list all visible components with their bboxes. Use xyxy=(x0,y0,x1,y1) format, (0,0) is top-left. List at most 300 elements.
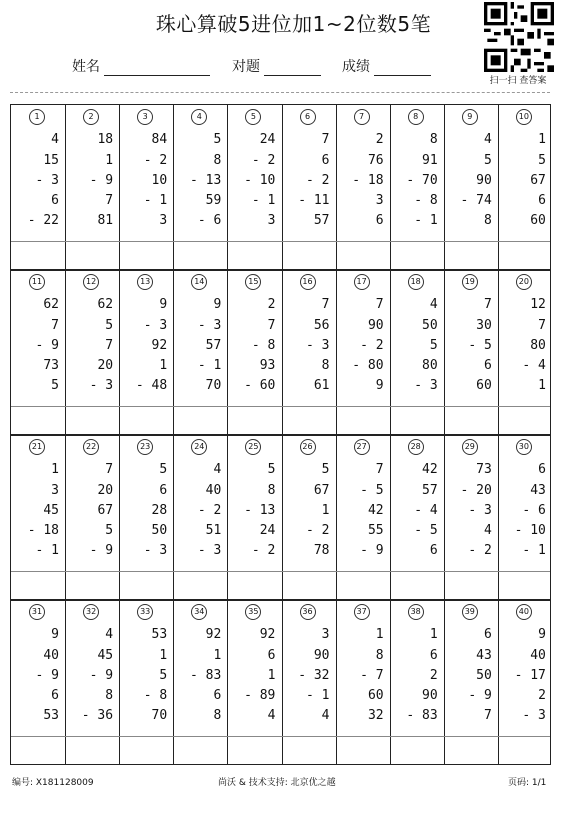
answer-area[interactable] xyxy=(336,572,390,600)
answer-area[interactable] xyxy=(173,572,227,600)
correct-line xyxy=(264,61,321,76)
score-label: 成绩 xyxy=(342,59,370,75)
problem-value: - 89 xyxy=(244,688,276,703)
problem-value: 2 xyxy=(538,688,546,703)
problem-value: - 18 xyxy=(352,173,384,188)
problem-number: 16 xyxy=(300,274,316,290)
problem-value: 24 xyxy=(259,132,276,147)
answer-area[interactable] xyxy=(65,407,119,435)
answer-area[interactable] xyxy=(11,737,65,765)
problem-value: 73 xyxy=(43,358,59,373)
answer-area[interactable] xyxy=(119,572,173,600)
problem-number: 38 xyxy=(408,604,424,620)
problem-cell xyxy=(498,270,552,435)
problem-value: - 11 xyxy=(298,193,330,208)
problem-value: - 2 xyxy=(306,523,330,538)
problem-value: 8 xyxy=(429,132,438,147)
problem-value: 20 xyxy=(97,358,114,373)
problem-number: 31 xyxy=(29,604,45,620)
problem-value: - 8 xyxy=(251,338,276,353)
footer-page: 页码: 1/1 xyxy=(508,778,547,788)
problem-cell xyxy=(390,270,444,435)
problem-value: 42 xyxy=(367,503,384,518)
answer-area[interactable] xyxy=(336,242,390,270)
problem-value: 81 xyxy=(97,213,114,228)
problem-number: 37 xyxy=(354,604,370,620)
problem-cell xyxy=(11,270,65,435)
problem-value: 5 xyxy=(213,132,222,147)
problem-value: - 1 xyxy=(35,543,59,558)
answer-area[interactable] xyxy=(227,737,281,765)
problem-number: 24 xyxy=(191,439,207,455)
problem-value: 5 xyxy=(105,523,114,538)
problem-value: 92 xyxy=(205,627,222,642)
problem-value: - 3 xyxy=(468,503,492,518)
problem-number: 40 xyxy=(516,604,532,620)
problem-value: - 2 xyxy=(468,543,492,558)
answer-area[interactable] xyxy=(227,242,281,270)
qr-code-icon xyxy=(484,2,554,72)
problem-value: 70 xyxy=(205,378,222,393)
problem-cell xyxy=(173,105,227,270)
problem-value: 43 xyxy=(530,483,546,498)
problem-value: 10 xyxy=(151,173,168,188)
problem-cell xyxy=(227,600,281,765)
problem-cell xyxy=(119,105,173,270)
answer-area[interactable] xyxy=(65,572,119,600)
problem-value: 8 xyxy=(483,213,492,228)
answer-area[interactable] xyxy=(11,572,65,600)
problem-value: - 9 xyxy=(468,688,492,703)
problem-cell xyxy=(336,270,390,435)
problem-value: - 83 xyxy=(406,708,438,723)
answer-area[interactable] xyxy=(390,737,444,765)
problem-value: - 1 xyxy=(306,688,330,703)
problem-cell xyxy=(498,600,552,765)
problem-value: 5 xyxy=(159,668,168,683)
problem-cell xyxy=(498,105,552,270)
problem-value: 60 xyxy=(530,213,546,228)
name-line xyxy=(104,61,210,76)
problem-value: 45 xyxy=(43,503,59,518)
problem-value: - 83 xyxy=(189,668,222,683)
problem-value: 90 xyxy=(476,173,492,188)
problem-number: 25 xyxy=(245,439,261,455)
problem-value: 6 xyxy=(375,213,384,228)
problem-cell xyxy=(390,600,444,765)
problem-value: - 6 xyxy=(522,503,546,518)
problem-value: 2 xyxy=(375,132,384,147)
answer-area[interactable] xyxy=(336,737,390,765)
problem-value: - 70 xyxy=(406,173,438,188)
problem-value: - 18 xyxy=(27,523,59,538)
problem-value: 40 xyxy=(530,648,546,663)
problem-cell xyxy=(119,435,173,600)
problem-value: - 3 xyxy=(197,318,222,333)
problem-value: 43 xyxy=(476,648,492,663)
problem-value: 3 xyxy=(159,213,168,228)
problem-value: 8 xyxy=(213,708,222,723)
problem-cell xyxy=(336,105,390,270)
problem-value: - 8 xyxy=(143,688,168,703)
answer-area[interactable] xyxy=(390,407,444,435)
answer-area[interactable] xyxy=(282,407,336,435)
problem-value: - 6 xyxy=(197,213,222,228)
problem-value: 61 xyxy=(313,378,330,393)
problem-value: 6 xyxy=(267,648,276,663)
problem-value: - 2 xyxy=(143,153,168,168)
problem-cell xyxy=(227,105,281,270)
problem-value: 57 xyxy=(422,483,438,498)
answer-area[interactable] xyxy=(173,242,227,270)
problem-value: 92 xyxy=(259,627,276,642)
problem-number: 35 xyxy=(245,604,261,620)
problem-cell xyxy=(390,435,444,600)
problem-value: - 5 xyxy=(468,338,492,353)
problem-value: 76 xyxy=(367,153,384,168)
footer-support: 尚沃 & 技术支持: 北京优之越 xyxy=(218,778,336,788)
problem-value: - 2 xyxy=(197,503,222,518)
problem-value: 8 xyxy=(267,483,276,498)
problem-value: 30 xyxy=(476,318,492,333)
problem-value: - 1 xyxy=(251,193,276,208)
problem-value: 5 xyxy=(321,462,330,477)
answer-area[interactable] xyxy=(11,242,65,270)
problem-number: 32 xyxy=(83,604,99,620)
problem-cell xyxy=(65,600,119,765)
answer-area[interactable] xyxy=(282,737,336,765)
problem-value: - 2 xyxy=(251,153,276,168)
problem-value: 6 xyxy=(51,193,59,208)
problem-cell xyxy=(173,600,227,765)
name-field[interactable] xyxy=(72,56,210,76)
problem-value: - 3 xyxy=(522,708,546,723)
score-line xyxy=(374,61,431,76)
problem-value: 4 xyxy=(51,132,59,147)
problem-value: - 5 xyxy=(414,523,438,538)
problem-value: 8 xyxy=(213,153,222,168)
problem-value: - 9 xyxy=(89,543,114,558)
problem-cell xyxy=(227,435,281,600)
answer-area[interactable] xyxy=(119,737,173,765)
problem-value: 57 xyxy=(205,338,222,353)
problem-value: 8 xyxy=(321,358,330,373)
problem-value: 1 xyxy=(213,648,222,663)
problem-value: 4 xyxy=(213,462,222,477)
problem-number: 23 xyxy=(137,439,153,455)
problem-value: 1 xyxy=(429,627,438,642)
problem-value: 9 xyxy=(375,378,384,393)
problem-value: 7 xyxy=(105,338,114,353)
problem-value: 9 xyxy=(213,297,222,312)
problem-value: - 48 xyxy=(135,378,168,393)
problem-value: 4 xyxy=(483,132,492,147)
problem-cell xyxy=(390,105,444,270)
problem-cell xyxy=(336,435,390,600)
answer-area[interactable] xyxy=(498,737,552,765)
answer-area[interactable] xyxy=(282,242,336,270)
problem-value: 5 xyxy=(483,153,492,168)
problem-cell xyxy=(65,105,119,270)
page-title: 珠心算破5进位加1~2位数5笔 xyxy=(155,12,432,36)
problem-value: 1 xyxy=(159,648,168,663)
problem-value: - 1 xyxy=(522,543,546,558)
problem-value: - 1 xyxy=(197,358,222,373)
footer-code: 编号: X181128009 xyxy=(12,778,94,788)
problem-value: - 22 xyxy=(27,213,59,228)
answer-area[interactable] xyxy=(390,572,444,600)
problem-value: 7 xyxy=(375,297,384,312)
problem-value: 6 xyxy=(213,688,222,703)
problem-value: - 13 xyxy=(189,173,222,188)
problem-value: 18 xyxy=(97,132,114,147)
problem-value: 5 xyxy=(159,462,168,477)
problem-value: 1 xyxy=(538,132,546,147)
problem-number: 8 xyxy=(408,109,424,125)
problem-value: 40 xyxy=(43,648,59,663)
problem-value: - 1 xyxy=(143,193,168,208)
name-label: 姓名 xyxy=(72,59,100,75)
answer-area[interactable] xyxy=(444,572,498,600)
problem-value: - 10 xyxy=(514,523,546,538)
problem-value: 8 xyxy=(375,648,384,663)
problem-value: - 9 xyxy=(35,338,59,353)
problem-value: 53 xyxy=(43,708,59,723)
problem-number: 27 xyxy=(354,439,370,455)
problem-value: 91 xyxy=(422,153,438,168)
problem-value: 6 xyxy=(51,688,59,703)
problem-cell xyxy=(282,105,336,270)
problem-value: 50 xyxy=(422,318,438,333)
problem-value: 1 xyxy=(51,462,59,477)
answer-area[interactable] xyxy=(65,737,119,765)
problem-value: 92 xyxy=(151,338,168,353)
problem-value: 1 xyxy=(538,378,546,393)
answer-area[interactable] xyxy=(65,242,119,270)
answer-area[interactable] xyxy=(498,572,552,600)
problem-cell xyxy=(11,435,65,600)
problem-value: - 74 xyxy=(460,193,492,208)
problem-value: 24 xyxy=(259,523,276,538)
problem-number: 2 xyxy=(83,109,99,125)
problem-value: 3 xyxy=(375,193,384,208)
problem-value: 20 xyxy=(97,483,114,498)
answer-area[interactable] xyxy=(282,572,336,600)
problem-value: - 2 xyxy=(251,543,276,558)
correct-label: 对题 xyxy=(232,59,260,75)
problem-value: 60 xyxy=(476,378,492,393)
problem-cell xyxy=(282,270,336,435)
problem-value: 9 xyxy=(538,627,546,642)
problem-value: 6 xyxy=(429,543,438,558)
problem-number: 12 xyxy=(83,274,99,290)
problem-value: 1 xyxy=(267,668,276,683)
problem-value: 4 xyxy=(429,297,438,312)
answer-area[interactable] xyxy=(444,737,498,765)
problem-cell xyxy=(498,435,552,600)
score-field[interactable] xyxy=(342,56,431,76)
problem-number: 28 xyxy=(408,439,424,455)
problem-value: - 2 xyxy=(306,173,330,188)
problem-number: 39 xyxy=(462,604,478,620)
problem-value: 4 xyxy=(105,627,114,642)
problem-cell xyxy=(444,270,498,435)
problem-value: 90 xyxy=(313,648,330,663)
answer-area[interactable] xyxy=(444,242,498,270)
problem-value: - 80 xyxy=(352,358,384,373)
problem-value: - 3 xyxy=(197,543,222,558)
problem-value: 7 xyxy=(538,318,546,333)
problem-value: - 8 xyxy=(414,193,438,208)
problem-value: 7 xyxy=(321,132,330,147)
problem-value: 7 xyxy=(321,297,330,312)
problem-number: 34 xyxy=(191,604,207,620)
problem-value: 67 xyxy=(530,173,546,188)
problem-value: - 4 xyxy=(414,503,438,518)
problem-number: 18 xyxy=(408,274,424,290)
problem-value: 3 xyxy=(321,627,330,642)
problem-cell xyxy=(65,270,119,435)
problem-value: 12 xyxy=(530,297,546,312)
answer-area[interactable] xyxy=(227,407,281,435)
problem-value: 70 xyxy=(151,708,168,723)
problem-value: 45 xyxy=(97,648,114,663)
problem-number: 14 xyxy=(191,274,207,290)
problem-cell xyxy=(227,270,281,435)
problem-value: - 60 xyxy=(244,378,276,393)
problem-value: - 3 xyxy=(414,378,438,393)
problem-value: 7 xyxy=(105,193,114,208)
problem-value: - 9 xyxy=(89,173,114,188)
answer-area[interactable] xyxy=(11,407,65,435)
problem-value: 5 xyxy=(267,462,276,477)
answer-area[interactable] xyxy=(444,407,498,435)
problem-value: 90 xyxy=(367,318,384,333)
problem-value: 1 xyxy=(375,627,384,642)
problem-number: 6 xyxy=(300,109,316,125)
problem-value: 1 xyxy=(105,153,114,168)
problem-number: 13 xyxy=(137,274,153,290)
problem-value: - 9 xyxy=(89,668,114,683)
problem-value: 8 xyxy=(105,688,114,703)
problem-value: 5 xyxy=(538,153,546,168)
problem-value: 80 xyxy=(530,338,546,353)
problem-value: 40 xyxy=(205,483,222,498)
problem-value: 51 xyxy=(205,523,222,538)
problem-value: 42 xyxy=(422,462,438,477)
problem-cell xyxy=(173,435,227,600)
problem-value: 53 xyxy=(151,627,168,642)
problem-value: 84 xyxy=(151,132,168,147)
problem-number: 29 xyxy=(462,439,478,455)
problem-value: 73 xyxy=(476,462,492,477)
problem-value: - 4 xyxy=(522,358,546,373)
problem-number: 1 xyxy=(29,109,45,125)
problem-value: 7 xyxy=(105,462,114,477)
problem-value: - 17 xyxy=(514,668,546,683)
problem-value: 7 xyxy=(267,318,276,333)
problem-value: 6 xyxy=(429,648,438,663)
problem-value: 59 xyxy=(205,193,222,208)
problem-cell xyxy=(11,600,65,765)
problem-number: 15 xyxy=(245,274,261,290)
problem-value: 80 xyxy=(422,358,438,373)
problem-value: - 2 xyxy=(360,338,384,353)
correct-field[interactable] xyxy=(232,56,321,76)
answer-area[interactable] xyxy=(119,407,173,435)
problem-value: 5 xyxy=(429,338,438,353)
problem-value: 6 xyxy=(483,358,492,373)
problem-value: 4 xyxy=(267,708,276,723)
problem-value: 7 xyxy=(51,318,59,333)
answer-area[interactable] xyxy=(498,407,552,435)
problem-value: 62 xyxy=(43,297,59,312)
answer-area[interactable] xyxy=(498,242,552,270)
answer-area[interactable] xyxy=(119,242,173,270)
problem-value: 1 xyxy=(159,358,168,373)
problem-value: - 3 xyxy=(35,173,59,188)
answer-area[interactable] xyxy=(336,407,390,435)
problem-value: 6 xyxy=(159,483,168,498)
answer-area[interactable] xyxy=(227,572,281,600)
problem-number: 5 xyxy=(245,109,261,125)
problem-value: - 9 xyxy=(360,543,384,558)
problem-cell xyxy=(444,105,498,270)
problem-value: - 3 xyxy=(143,318,168,333)
problem-number: 10 xyxy=(516,109,532,125)
problem-value: 50 xyxy=(476,668,492,683)
problem-number: 11 xyxy=(29,274,45,290)
problem-cell xyxy=(119,270,173,435)
problem-value: 9 xyxy=(159,297,168,312)
problem-cell xyxy=(173,270,227,435)
problem-value: - 3 xyxy=(306,338,330,353)
problem-value: 4 xyxy=(483,523,492,538)
problem-sheet xyxy=(10,104,551,765)
problem-value: 6 xyxy=(538,462,546,477)
problem-number: 9 xyxy=(462,109,478,125)
problem-value: 4 xyxy=(321,708,330,723)
problem-cell xyxy=(444,435,498,600)
problem-value: 6 xyxy=(321,153,330,168)
answer-area[interactable] xyxy=(390,242,444,270)
problem-value: - 3 xyxy=(143,543,168,558)
problem-cell xyxy=(282,435,336,600)
problem-value: - 36 xyxy=(81,708,114,723)
answer-area[interactable] xyxy=(173,737,227,765)
problem-value: 1 xyxy=(321,503,330,518)
problem-cell xyxy=(65,435,119,600)
problem-value: 60 xyxy=(367,688,384,703)
problem-value: 6 xyxy=(483,627,492,642)
problem-value: 32 xyxy=(367,708,384,723)
problem-value: 93 xyxy=(259,358,276,373)
qr-label: 扫一扫 查答案 xyxy=(489,76,547,86)
problem-value: 2 xyxy=(429,668,438,683)
answer-area[interactable] xyxy=(173,407,227,435)
problem-value: 57 xyxy=(313,213,330,228)
problem-value: 90 xyxy=(422,688,438,703)
problem-value: - 7 xyxy=(360,668,384,683)
problem-value: 3 xyxy=(51,483,59,498)
problem-number: 26 xyxy=(300,439,316,455)
problem-number: 20 xyxy=(516,274,532,290)
problem-number: 33 xyxy=(137,604,153,620)
problem-value: 5 xyxy=(105,318,114,333)
problem-value: 2 xyxy=(267,297,276,312)
problem-number: 3 xyxy=(137,109,153,125)
problem-value: - 20 xyxy=(460,483,492,498)
